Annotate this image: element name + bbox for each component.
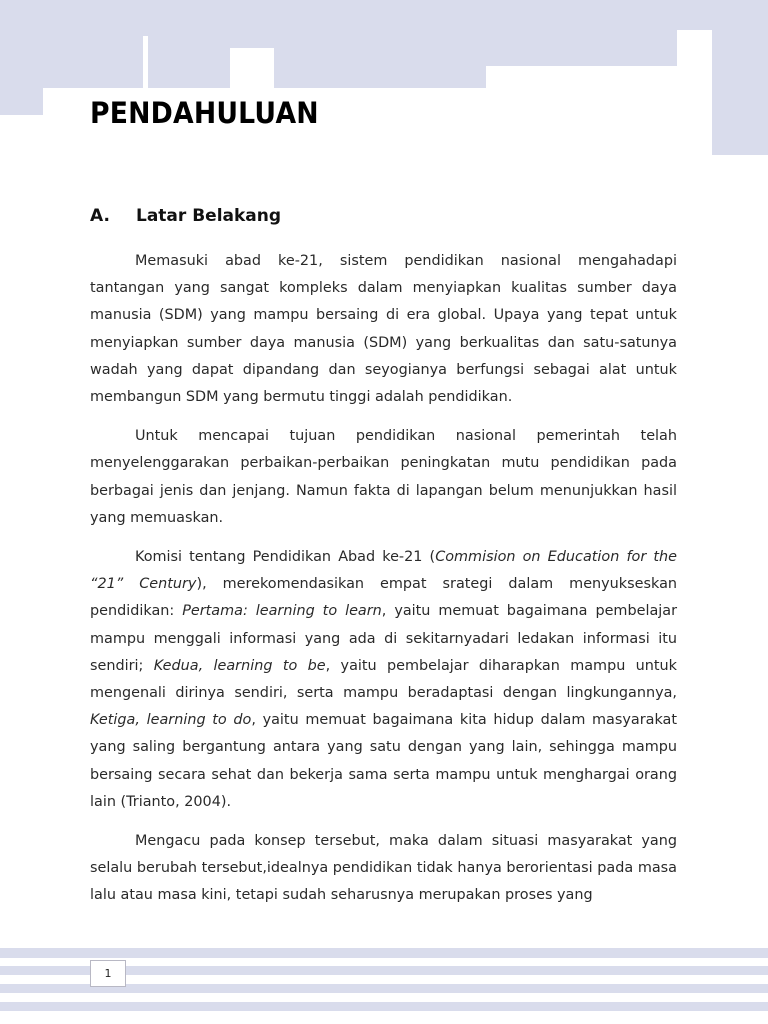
header-skyline-decoration bbox=[0, 0, 768, 160]
text-segment: , yaitu memuat bagaimana pembelajar mampu menggali informasi yang ada di sekitarnyadari ledakan informasi itu sendiri; bbox=[90, 603, 677, 674]
paragraph-3 bbox=[90, 544, 677, 816]
text-segment: , yaitu memuat bagaimana kita hidup dalam masyarakat yang saling bergantung antara yang satu dengan yang lain, sehingga mampu bersaing secara sehat dan bekerja sama serta mampu untuk menghargai orang lain (Trianto, 2004). bbox=[90, 712, 677, 810]
body-text bbox=[90, 248, 677, 922]
text-segment: ), merekomendasikan empat srategi dalam menyukseskan pendidikan: bbox=[90, 576, 678, 620]
text-segment: , yaitu pembelajar diharapkan mampu untuk mengenali dirinya sendiri, serta mampu beradaptasi dengan lingkungannya, bbox=[90, 657, 678, 702]
page-title: PENDAHULUAN bbox=[90, 96, 319, 130]
section-heading bbox=[90, 206, 281, 226]
section-title: Latar Belakang bbox=[136, 206, 282, 226]
page-number: 1 bbox=[90, 960, 126, 987]
footer-stripe bbox=[0, 948, 768, 958]
section-number: A. bbox=[90, 206, 110, 226]
paragraph-4: Mengacu pada konsep tersebut, maka dalam situasi masyarakat yang selalu berubah tersebut,idealnya pendidikan tidak hanya berorientasi pada masa lalu atau masa kini, tetapi sudah seharusnya merupakan proses yang bbox=[90, 833, 677, 904]
footer-stripe bbox=[0, 1002, 768, 1011]
paragraph-2: Untuk mencapai tujuan pendidikan nasional pemerintah telah menyelenggarakan perbaikan-perbaikan peningkatan mutu pendidikan pada berbagai jenis dan jenjang. Namun fakta di lapangan belum menunjukkan hasil yang memuaskan. bbox=[90, 428, 677, 526]
paragraph-1: Memasuki abad ke-21, sistem pendidikan nasional mengahadapi tantangan yang sangat kompleks dalam menyiapkan kualitas sumber daya manusia (SDM) yang mampu bersaing di era global. Upaya yang tepat untuk menyiapkan sumber daya manusia (SDM) yang berkualitas dan satu-satunya wadah yang dapat dipandang dan seyogianya berfungsi sebagai alat untuk membangun SDM yang bermutu tinggi adalah pendidikan. bbox=[90, 253, 677, 406]
italic-phrase: Kedua, learning to be bbox=[153, 657, 326, 674]
italic-phrase: Ketiga, learning to do bbox=[90, 712, 252, 729]
text-segment: Komisi tentang Pendidikan Abad ke-21 ( bbox=[135, 549, 436, 566]
italic-phrase: Pertama: learning to learn bbox=[182, 603, 382, 620]
skyline-shape bbox=[0, 0, 768, 155]
italic-phrase: Commision on Education for the “21” Century bbox=[90, 549, 677, 593]
